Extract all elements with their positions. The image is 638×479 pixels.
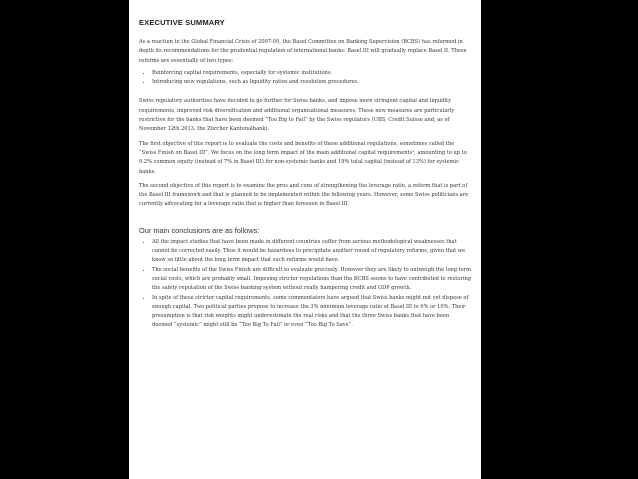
page-title: EXECUTIVE SUMMARY: [139, 18, 225, 27]
document-page: [129, 0, 481, 479]
reform-types-list: [139, 69, 471, 88]
second-objective-paragraph: The second objective of this report is to examine the pros and cons of strengthening the leverage ratio, a reform that is part of the Basel III framework and that is planned to be implemented within the following years. However, some Swiss politicians are currently advocating for a leverage ratio that is higher than foreseen in Basel III.: [139, 182, 469, 208]
intro-paragraph: As a reaction to the Global Financial Crisis of 2007-09, the Basel Committee on Banking Supervision (BCBS) has reformed in depth its recommendations for the prudential regulation of international banks: Basel III will gradually replace Basel II. These reforms are essentially of two types:: [139, 39, 467, 64]
list-item: • The social benefits of the Swiss Finish are difficult to evaluate precisely. However they are likely to outweigh the long term social costs, which are probably small. Imposing stricter regulations than the BCBS seems to have contributed to restoring the safety reputation of the Swiss banking system without really hampering credit and GDP growth.: [152, 266, 471, 294]
list-item: • Reinforcing capital requirements, especially for systemic institutions.: [152, 69, 471, 78]
first-objective-paragraph: The first objective of this report is to evaluate the costs and benefits of these additional regulations, sometimes called the “Swiss Finish on Basel III”. We focus on the long term impact of the main additional capital requirements¹, amounting to up to 9.2% common equity (instead of 7% in Basel III) for non-systemic banks and 19% total capital (instead of 13%) for systemic banks.: [139, 140, 467, 175]
swiss-regulation-paragraph: Swiss regulatory authorities have decided to go further for Swiss banks, and impose more stringent capital and liquidity requirements, improved risk diversification and additional organisational measures. These new measures are particularly restrictive for the banks that have been deemed “Too Big to Fail” by the Swiss regulators (UBS, Credit Suisse and, as of November 12th 2013, the Zürcher Kantonalbank).: [139, 98, 455, 133]
conclusions-heading: Our main conclusions are as follows:: [139, 225, 260, 235]
list-item: • All the impact studies that have been made in different countries suffer from serious methodological weaknesses that cannot be corrected easily. Thus it would be hazardous to precipitate another round of regulatory reforms, given that we know so little about the long term impact that such reforms would have.: [152, 238, 471, 266]
list-item: • Introducing new regulations, such as liquidity ratios and resolution procedures.: [152, 78, 471, 87]
conclusions-list: [139, 238, 471, 331]
list-item: • In spite of these stricter capital requirements, some commentators have argued that Swiss banks might not yet dispose of enough capital. Two political parties propose to increase the 3% minimum leverage ratio of Basel III to 6% or 10%. Their presumption is that risk weights might underestimate the real risks and that the three Swiss banks that have been deemed “systemic” might still be “Too Big To Fail” or even “Too Big To Save”.: [152, 294, 471, 331]
